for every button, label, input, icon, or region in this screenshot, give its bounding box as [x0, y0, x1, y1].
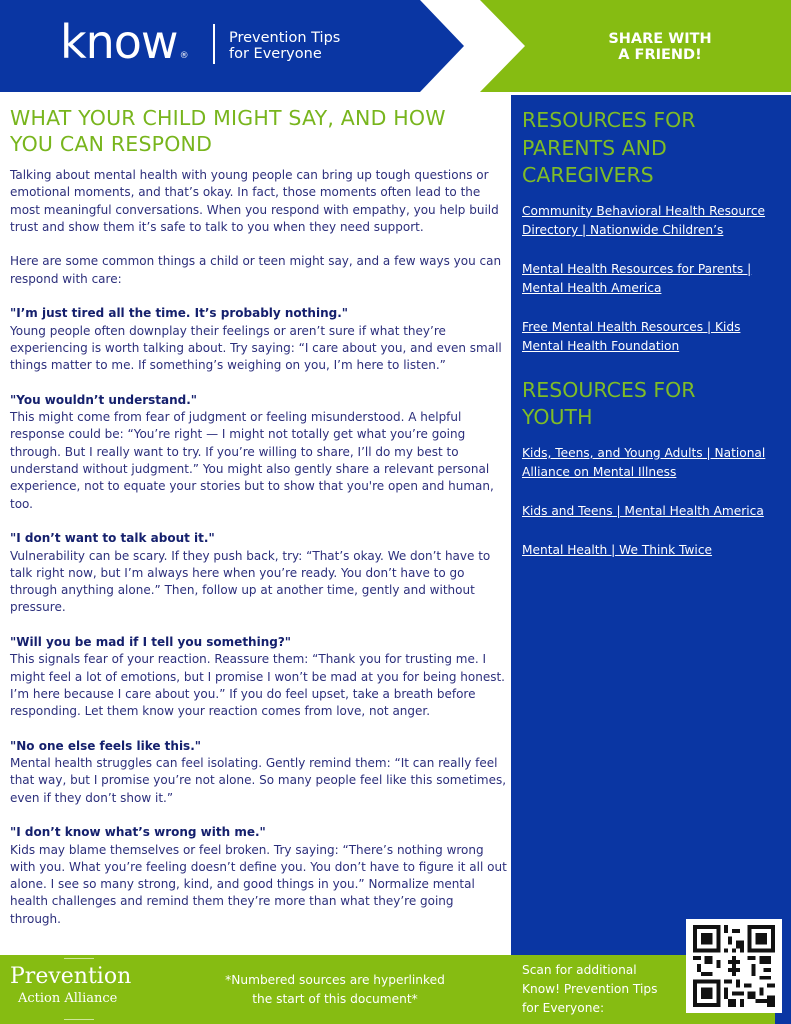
response-text: Mental health struggles can feel isolating. Gently remind them: “It can really feel that way, but I promise you’re not alone. So many people feel like this sometimes, even if they don’t show it.”: [10, 756, 507, 805]
resource-link-mha-kids-teens[interactable]: Kids and Teens | Mental Health America: [522, 503, 764, 518]
org-logo-divider: [64, 958, 94, 959]
intro-paragraph: Talking about mental health with young people can bring up tough questions or emotional moments, and that’s okay. In fact, those moments often lead to the most meaningful conversations. When you respond with empathy, you help build trust and show them it’s safe to talk to you when they need support.: [10, 168, 499, 234]
main-content: [10, 105, 508, 928]
share-line-2: A FRIEND!: [618, 47, 702, 63]
response-item: [10, 738, 508, 807]
heading-line: PARENTS AND: [522, 135, 667, 160]
youth-resources-list: [522, 444, 784, 560]
heading-line: YOUTH: [522, 405, 593, 430]
child-quote: "Will you be mad if I tell you something?": [10, 635, 292, 650]
logo-text: know: [60, 15, 178, 69]
heading-line: RESOURCES FOR: [522, 108, 696, 132]
parents-resources-heading: [522, 107, 784, 190]
resource-link-mha-parents[interactable]: Mental Health Resources for Parents | Mental Health America: [522, 261, 752, 296]
scan-line: Scan for additional: [522, 963, 637, 977]
scan-prompt: [522, 961, 657, 1018]
response-item: [10, 305, 508, 374]
spacer: [10, 721, 508, 738]
response-text: This might come from fear of judgment or feeling misunderstood. A helpful response could be: “You’re right — I might not totally get what you’re going through. But I really want to try. If you’re willing to share, I’ll do my best to understand without judgment.” You might also gently share a relevant personal experience, not to equate your stories but to show that you're open and human, too.: [10, 410, 494, 511]
spacer: [10, 513, 508, 530]
footer: [0, 955, 775, 1024]
response-text: Vulnerability can be scary. If they push back, try: “That’s okay. We don’t have to talk right now, but I’m always here when you’re ready. You don’t have to go through anything alone.” Then, follow up at another time, gently and without pressure.: [10, 548, 491, 615]
spacer: [10, 288, 508, 305]
resource-link-nami[interactable]: Kids, Teens, and Young Adults | National Alliance on Mental Illness: [522, 445, 766, 480]
child-quote: "No one else feels like this.": [10, 738, 202, 753]
know-logo: [60, 14, 188, 70]
resources-sidebar: [511, 95, 791, 1024]
note-line: *Numbered sources are hyperlinked: [225, 973, 445, 987]
youth-resources-heading: [522, 377, 784, 432]
response-item: [10, 530, 508, 616]
title-line-2: YOU CAN RESPOND: [10, 132, 213, 156]
tagline-line-1: Prevention Tips: [229, 30, 341, 46]
response-item: [10, 824, 508, 928]
registered-mark: ®: [179, 51, 188, 61]
intro-paragraph: Here are some common things a child or teen might say, and a few ways you can respond with care:: [10, 254, 502, 286]
share-line-1: SHARE WITH: [608, 31, 712, 47]
child-quote: "I’m just tired all the time. It’s probably nothing.": [10, 306, 349, 321]
org-name-line-2: Action Alliance: [18, 991, 118, 1006]
parents-resources-list: [522, 202, 784, 357]
spacer: [10, 375, 508, 392]
response-text: Young people often downplay their feelings or aren’t sure if what they’re experiencing is worth talking about. Try saying: “I care about you, and even small things matter to me. If something’s weighing on you, I’m here to listen.”: [10, 323, 502, 373]
share-with-friend-button[interactable]: [555, 31, 765, 63]
response-item: [10, 392, 508, 513]
tagline-line-2: for Everyone: [229, 46, 322, 62]
child-quote: "I don’t want to talk about it.": [10, 531, 215, 546]
spacer: [10, 236, 508, 253]
heading-line: RESOURCES FOR: [522, 377, 696, 402]
child-quote: "You wouldn’t understand.": [10, 392, 198, 407]
qr-code-icon[interactable]: [686, 919, 782, 1013]
response-text: This signals fear of your reaction. Reassure them: “Thank you for trusting me. I might feel a lot of emotions, but I promise I won’t be mad at you for being honest. I’m here because I care about you.” If you do feel upset, take a breath before responding. Let them know your reaction comes from love, not anger.: [10, 652, 505, 719]
resource-link-we-think-twice[interactable]: Mental Health | We Think Twice: [522, 542, 713, 557]
resource-link-kids-mental-health-foundation[interactable]: Free Mental Health Resources | Kids Mental Health Foundation: [522, 319, 741, 354]
logo-divider: [213, 24, 215, 64]
spacer: [10, 807, 508, 824]
org-name-line-1: Prevention: [10, 964, 132, 989]
header-tagline: [229, 30, 340, 62]
title-line-1: WHAT YOUR CHILD MIGHT SAY, AND HOW: [10, 106, 446, 130]
response-item: [10, 634, 508, 720]
note-line: the start of this document*: [252, 992, 418, 1006]
page-title: [10, 105, 508, 157]
resource-link-nationwide-childrens[interactable]: Community Behavioral Health Resource Directory | Nationwide Children’s: [522, 203, 766, 237]
spacer: [10, 617, 508, 634]
scan-line: for Everyone:: [522, 1001, 605, 1015]
org-logo-divider: [64, 1019, 94, 1020]
response-text: Kids may blame themselves or feel broken. Try saying: “There’s nothing wrong with you. What you’re feeling doesn’t define you. You don’t have to figure it all out alone. I see so many strong, kind, and good things in you.” Normalize mental health challenges and remind them they’re more than what they’re going through.: [10, 842, 507, 926]
qr-code-graphic: [692, 925, 776, 1007]
sources-note: [210, 971, 460, 1009]
child-quote: "I don’t know what’s wrong with me.": [10, 825, 266, 840]
heading-line: CAREGIVERS: [522, 163, 654, 187]
scan-line: Know! Prevention Tips: [522, 982, 658, 996]
